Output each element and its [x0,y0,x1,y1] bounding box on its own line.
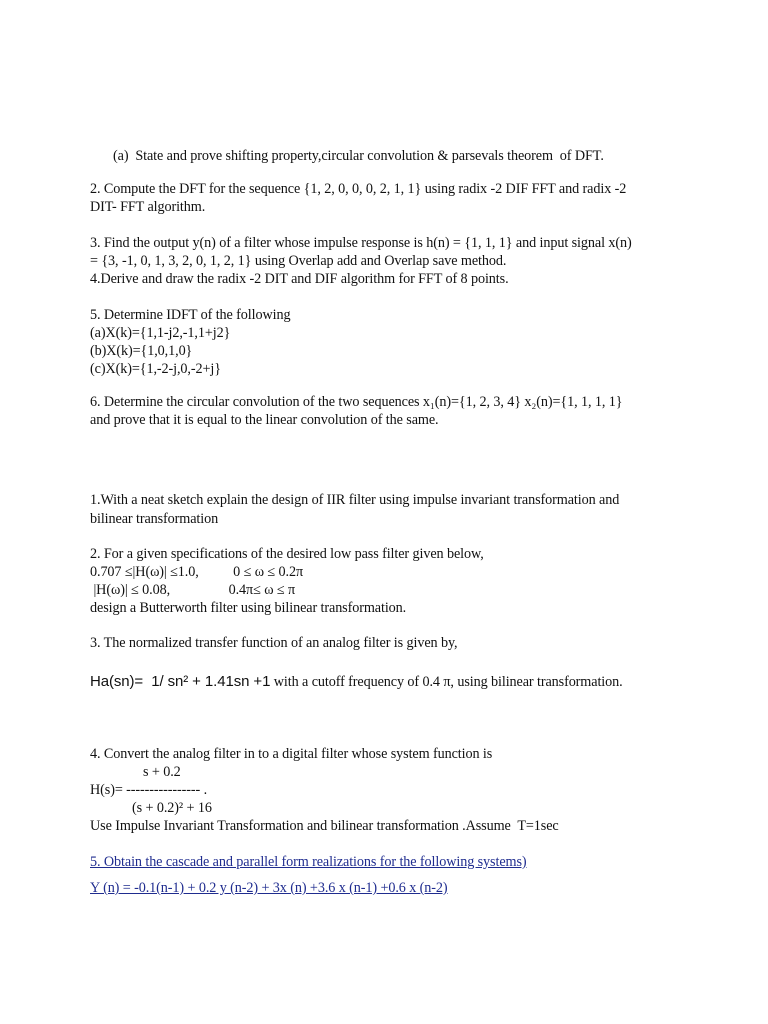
u4-q3-equation-line [90,673,623,691]
q5-idft-title: 5. Determine IDFT of the following [90,307,291,323]
q3-overlap-line1: 3. Find the output y(n) of a filter whose impulse response is h(n) = {1, 1, 1} and input signal x(n) [90,235,632,251]
u4-q4-line1: 4. Convert the analog filter in to a digital filter whose system function is [90,746,493,762]
u4-q2-spec1: 0.707 ≤|H(ω)| ≤1.0, 0 ≤ ω ≤ 0.2π [90,564,304,580]
q-shifting-property: (a) State and prove shifting property,circular convolution & parsevals theorem of DFT. [113,148,604,164]
q2-dft-line2: DIT- FFT algorithm. [90,199,206,215]
q5-idft-c: (c)X(k)={1,-2-j,0,-2+j} [90,361,221,377]
u4-q2-spec2: |H(ω)| ≤ 0.08, 0.4π≤ ω ≤ π [90,582,296,598]
q5-idft-a: (a)X(k)={1,1-j2,-1,1+j2} [90,325,231,341]
u4-q1-line2: bilinear transformation [90,511,219,527]
q6-circular-line1: 6. Determine the circular convolution of the two sequences x₁(n)={1, 2, 3, 4} x₂(n)={1, 1, 1, 1} [90,394,623,410]
u4-q4-denominator: (s + 0.2)² + 16 [132,800,212,816]
u4-q3-line1: 3. The normalized transfer function of an analog filter is given by, [90,635,458,651]
u4-q4-line5: Use Impulse Invariant Transformation and bilinear transformation .Assume T=1sec [90,818,559,834]
u4-q2-line1: 2. For a given specifications of the desired low pass filter given below, [90,546,484,562]
q3-overlap-line2: = {3, -1, 0, 1, 3, 2, 0, 1, 2, 1} using Overlap add and Overlap save method. [90,253,507,269]
transfer-function-tail: with a cutoff frequency of 0.4 π, using bilinear transformation. [270,674,623,690]
u4-q5-line1: 5. Obtain the cascade and parallel form realizations for the following systems) [90,854,527,870]
q2-dft-line1: 2. Compute the DFT for the sequence {1, 2, 0, 0, 0, 2, 1, 1} using radix -2 DIF FFT and radix -2 [90,181,627,197]
u4-q4-fraction-bar: H(s)= ---------------- . [90,782,208,798]
u4-q5-line2: Y (n) = -0.1(n-1) + 0.2 y (n-2) + 3x (n) +3.6 x (n-1) +0.6 x (n-2) [90,880,448,896]
q6-circular-line2: and prove that it is equal to the linear convolution of the same. [90,412,439,428]
q4-radix-fft: 4.Derive and draw the radix -2 DIT and DIF algorithm for FFT of 8 points. [90,271,509,287]
u4-q2-line4: design a Butterworth filter using bilinear transformation. [90,600,407,616]
transfer-function-equation: Ha(sn)= 1/ sn² + 1.41sn +1 [90,673,271,690]
u4-q1-line1: 1.With a neat sketch explain the design of IIR filter using impulse invariant transformation and [90,492,620,508]
u4-q4-numerator: s + 0.2 [143,764,181,780]
q5-idft-b: (b)X(k)={1,0,1,0} [90,343,193,359]
